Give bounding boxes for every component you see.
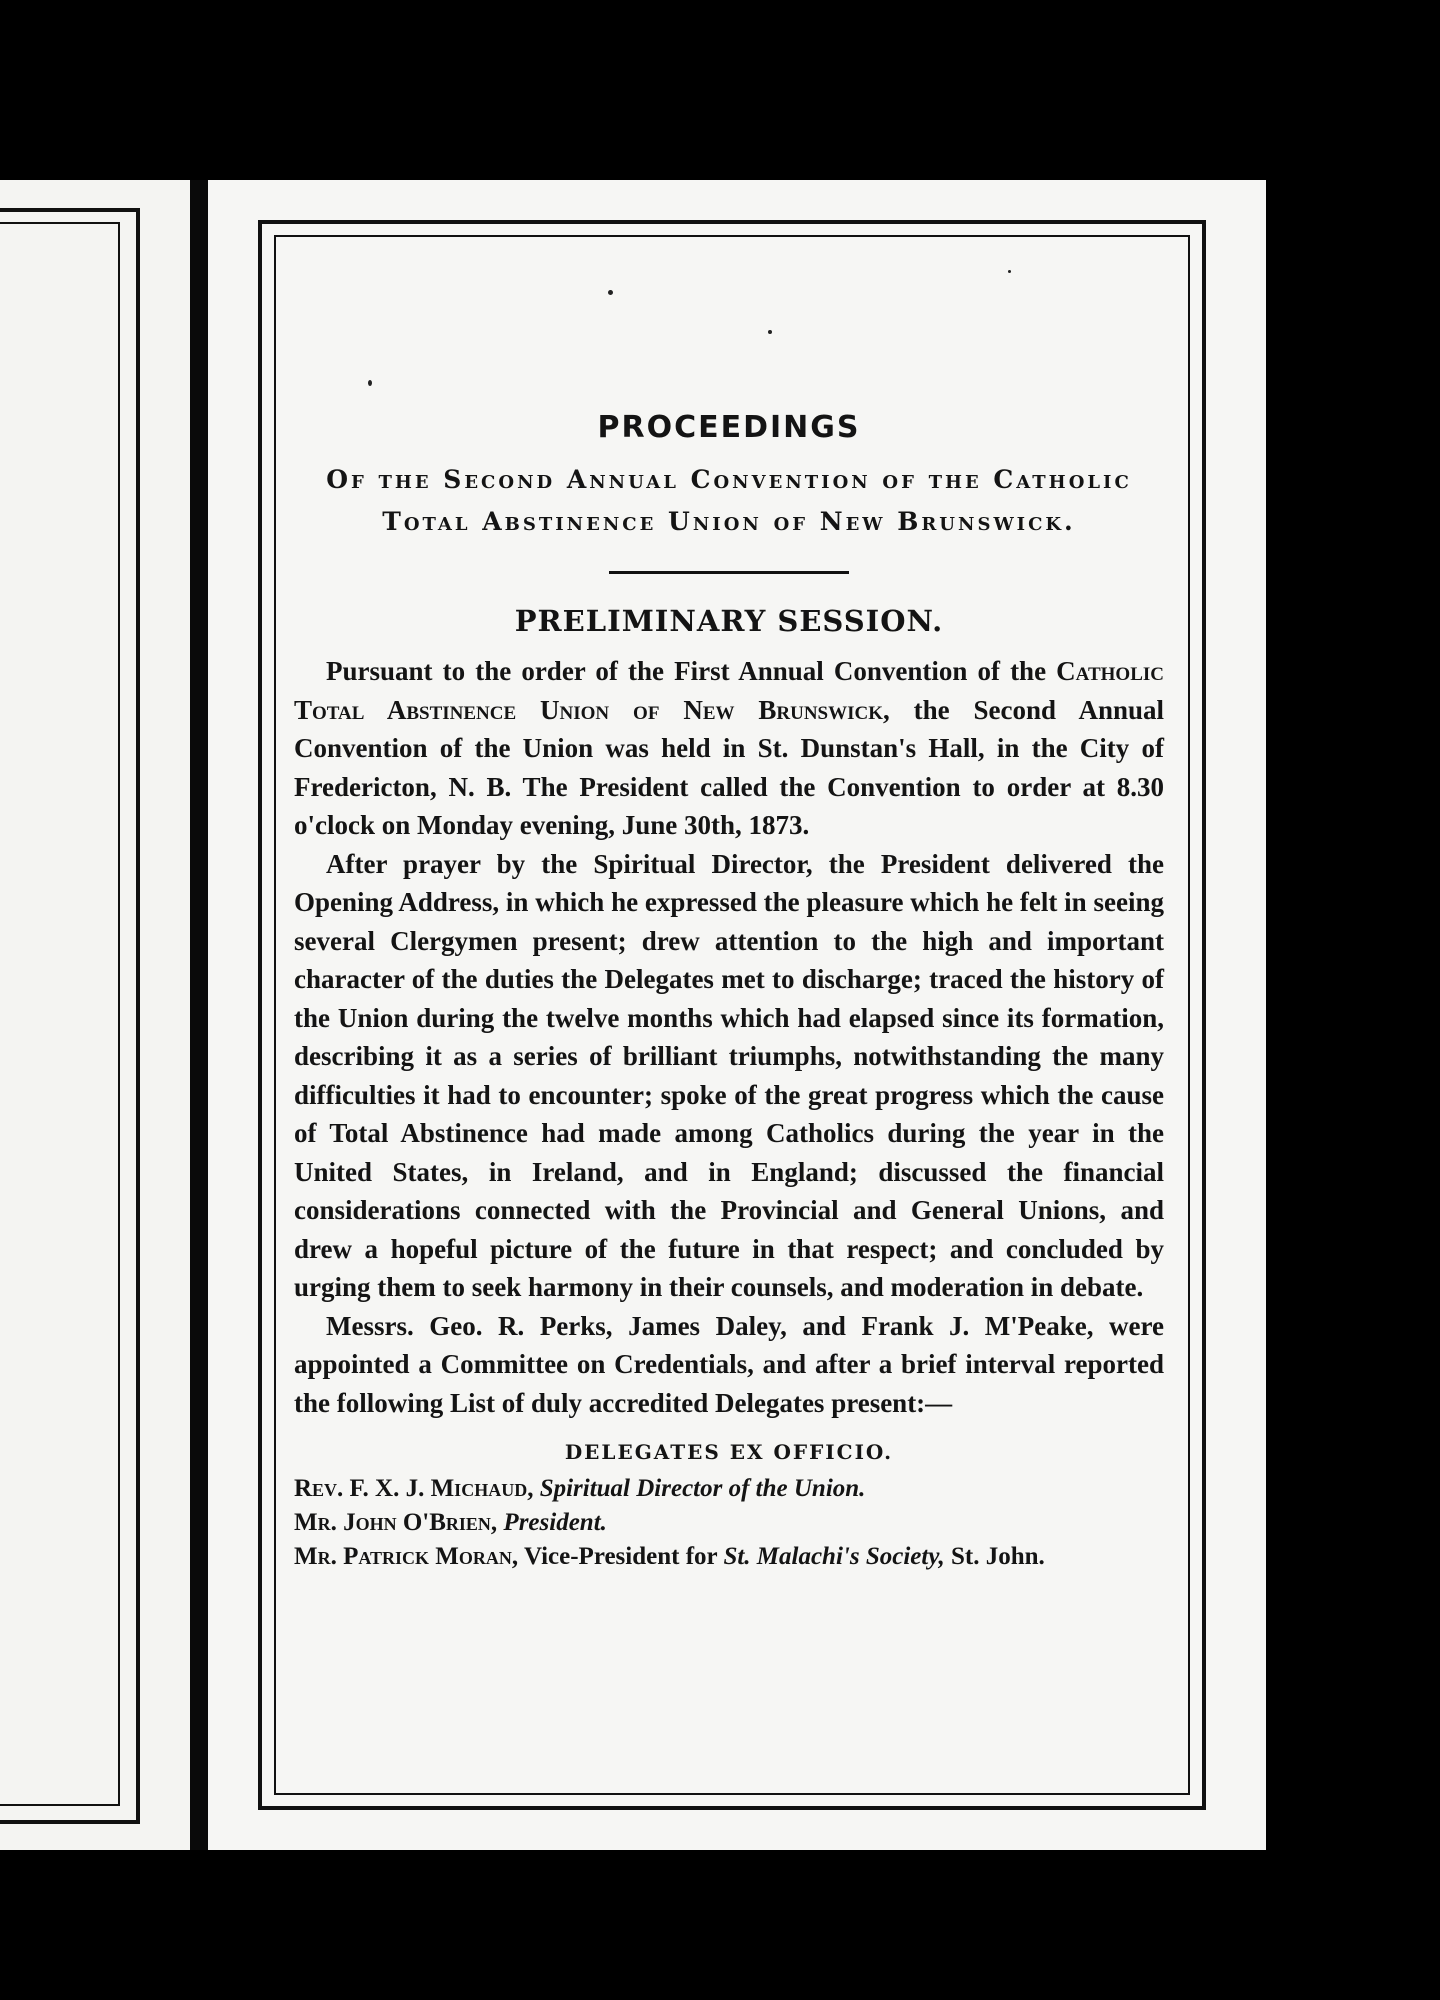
delegate-name: Mr. John O'Brien, [294, 1509, 498, 1536]
delegate-role: Spiritual Director of the Union. [539, 1475, 866, 1502]
delegates-heading: DELEGATES EX OFFICIO. [564, 1440, 894, 1464]
page-gutter [190, 180, 208, 1850]
paragraph-convention-intro-rest: the Second Annual Convention of the Union was held in St. Dunstan's Hall, in the City of Fredericton, N. B. The President called the Convention to order at 8.30 o'clock on Monday evening, June 30th, 1873. [294, 694, 1164, 840]
previous-page-edge [0, 180, 190, 1850]
document-title: PROCEEDINGS [597, 410, 861, 445]
union-name: Catholic Total Abstinence Union of New Brunswick, [294, 656, 1164, 725]
title-divider [609, 571, 849, 574]
delegate-name: Mr. Patrick Moran, [294, 1543, 519, 1570]
delegate-entry [294, 1540, 1164, 1574]
delegate-name: Rev. F. X. J. Michaud, [294, 1475, 534, 1502]
print-speck [1008, 270, 1011, 273]
document-subtitle-line-1: Of the Second Annual Convention of the Catholic [326, 465, 1132, 494]
paragraph-convention-intro [294, 652, 1164, 845]
delegate-role-prefix: Vice-President for [523, 1543, 718, 1570]
paragraph-convention-intro-start: Pursuant to the order of the First Annual Convention of the [326, 656, 1047, 686]
delegate-role: President. [503, 1509, 607, 1536]
print-speck [768, 330, 772, 334]
document-page [208, 180, 1266, 1850]
delegate-location: St. John. [951, 1543, 1045, 1570]
print-speck [608, 290, 613, 295]
print-speck [368, 380, 372, 386]
delegate-entry [294, 1506, 1164, 1540]
section-heading: PRELIMINARY SESSION. [514, 604, 944, 638]
paragraph-opening-address: After prayer by the Spiritual Director, the President delivered the Opening Address, in which he expressed the pleasure which he felt in seeing several Clergymen present; drew attention to the high and important character of the duties the Delegates met to discharge; traced the history of the Union during the twelve months which had elapsed since its formation, describing it as a series of brilliant triumphs, notwithstanding the many difficulties it had to encounter; spoke of the great progress which the cause of Total Abstinence had made among Catholics during the year in the United States, in Ireland, and in England; discussed the financial considerations connected with the Provincial and General Unions, and drew a hopeful picture of the future in that respect; and concluded by urging them to seek harmony in their counsels, and moderation in debate. [294, 848, 1164, 1302]
previous-page-border-inner [0, 222, 120, 1806]
page-content [294, 410, 1164, 1574]
paragraph-credentials-committee: Messrs. Geo. R. Perks, James Daley, and Frank J. M'Peake, were appointed a Committee on Credentials, and after a brief interval reported the following List of duly accredited Delegates present:— [294, 1310, 1164, 1418]
document-subtitle-line-2: Total Abstinence Union of New Brunswick. [382, 507, 1076, 536]
delegate-role: St. Malachi's Society, [723, 1543, 945, 1570]
delegate-entry [294, 1472, 1164, 1506]
